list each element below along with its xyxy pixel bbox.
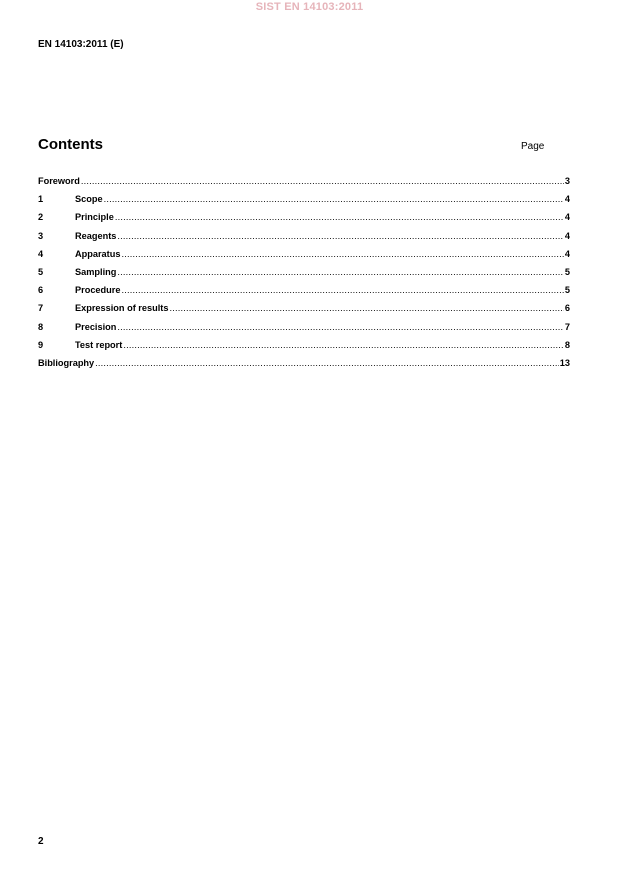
toc-entry-page: 4 [564,194,570,205]
dot-leader [95,358,559,368]
dot-leader [104,194,564,204]
toc-entry-bibliography[interactable] [38,358,570,376]
toc-entry-scope[interactable] [38,194,570,212]
page-column-label: Page [521,141,545,152]
contents-heading: Contents [38,136,103,153]
toc-entry-precision[interactable] [38,322,570,340]
toc-entry-title: Principle [75,212,114,223]
toc-entry-title: Expression of results [75,303,169,314]
dot-leader [121,285,563,295]
toc-entry-title: Sampling [75,266,117,277]
page-number: 2 [38,836,44,847]
toc-entry-page: 4 [564,212,570,223]
document-id: EN 14103:2011 (E) [38,39,124,50]
dot-leader [123,340,564,350]
dot-leader [169,303,563,313]
watermark: SIST EN 14103:2011 [255,1,364,13]
toc-entry-apparatus[interactable] [38,249,570,267]
toc-entry-page: 7 [564,321,570,332]
toc-entry-page: 3 [564,176,570,186]
toc-entry-number: 2 [38,212,44,223]
toc-entry-number: 5 [38,266,44,277]
toc-entry-page: 6 [564,303,570,314]
dot-leader [81,176,564,186]
toc-entry-number: 9 [38,339,44,350]
toc-entry-title: Precision [75,321,117,332]
dot-leader [117,322,564,332]
dot-leader [117,231,564,241]
toc-entry-title: Reagents [75,230,117,241]
dot-leader [121,249,563,259]
toc-entry-number: 4 [38,248,44,259]
toc-entry-page: 5 [564,266,570,277]
toc-entry-title: Scope [75,194,103,205]
toc-entry-principle[interactable] [38,212,570,230]
toc-entry-expression-of-results[interactable] [38,303,570,321]
dot-leader [117,267,564,277]
dot-leader [115,212,564,222]
toc-entry-reagents[interactable] [38,231,570,249]
toc-entry-page: 5 [564,285,570,296]
table-of-contents [38,176,570,376]
toc-entry-title: Apparatus [75,248,121,259]
toc-entry-procedure[interactable] [38,285,570,303]
toc-entry-foreword[interactable] [38,176,570,194]
toc-entry-title: Bibliography [38,357,95,368]
toc-entry-number: 6 [38,285,44,296]
toc-entry-test-report[interactable] [38,340,570,358]
toc-entry-sampling[interactable] [38,267,570,285]
toc-entry-page: 8 [564,339,570,350]
toc-entry-page: 4 [564,230,570,241]
toc-entry-title: Foreword [38,176,80,186]
toc-entry-page: 13 [559,357,570,368]
toc-entry-title: Test report [75,339,123,350]
toc-entry-number: 8 [38,321,44,332]
toc-entry-number: 1 [38,194,44,205]
toc-entry-title: Procedure [75,285,121,296]
toc-entry-number: 7 [38,303,44,314]
toc-entry-page: 4 [564,248,570,259]
toc-entry-number: 3 [38,230,44,241]
